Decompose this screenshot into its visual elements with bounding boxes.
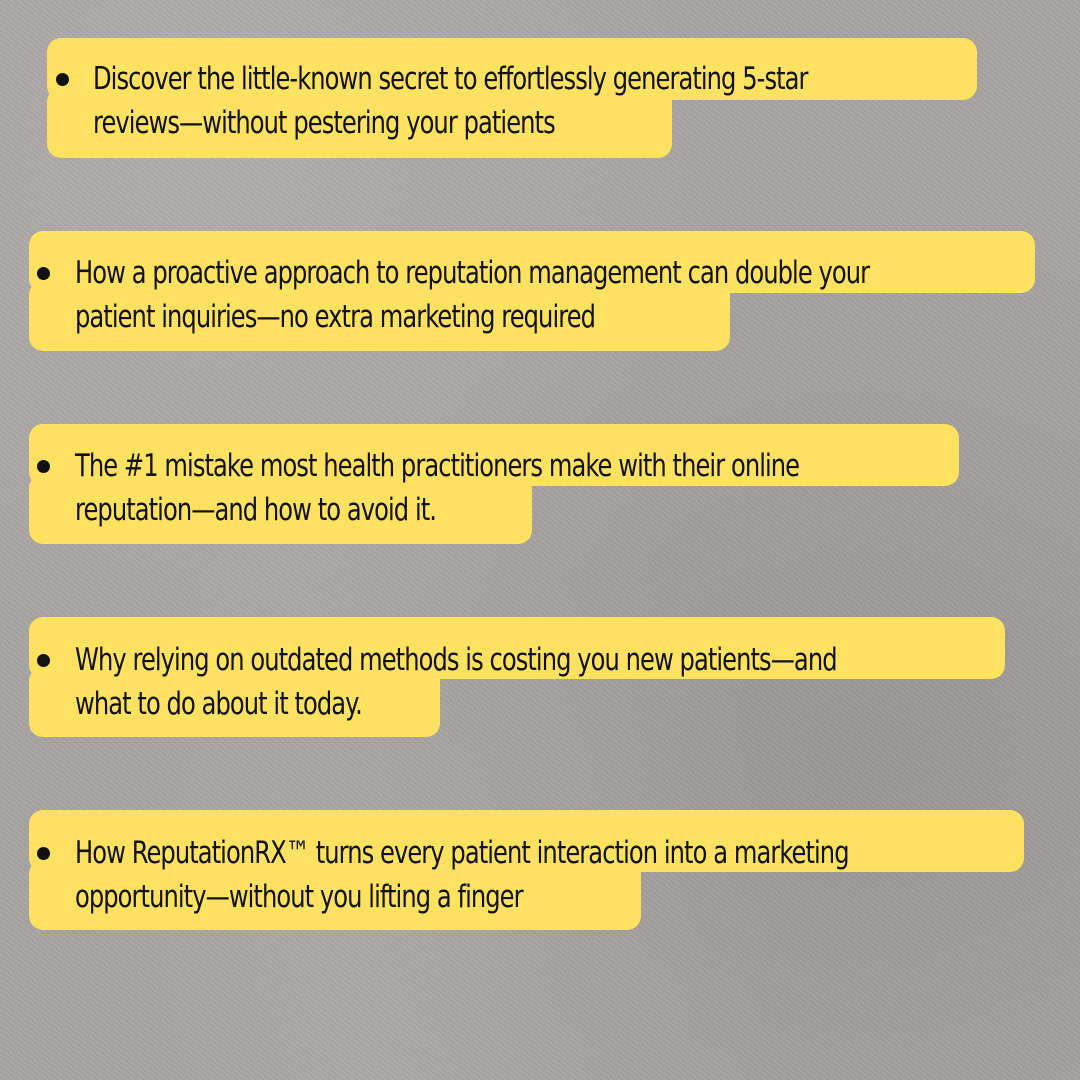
bullet-dot-icon (56, 73, 69, 86)
bullet-text-line-1: Why relying on outdated methods is costing you new patients—and (75, 642, 837, 678)
bullet-text-line-1: How a proactive approach to reputation management can double your (75, 255, 870, 291)
bullet-text-line-2: patient inquiries—no extra marketing required (75, 299, 596, 335)
bullet-dot-icon (37, 847, 50, 860)
bullet-text-line-1: The #1 mistake most health practitioners make with their online (75, 448, 800, 484)
bullet-text-line-2: what to do about it today. (75, 686, 362, 722)
bullet-text-line-1: How ReputationRX™ turns every patient interaction into a marketing (75, 835, 849, 871)
bullet-text-line-2: reputation—and how to avoid it. (75, 492, 437, 528)
bullet-text-line-2: reviews—without pestering your patients (93, 105, 555, 141)
bullet-dot-icon (37, 460, 50, 473)
bullet-text-line-1: Discover the little-known secret to effortlessly generating 5-star (93, 61, 808, 97)
bullet-dot-icon (37, 267, 50, 280)
bullet-text-line-2: opportunity—without you lifting a finger (75, 879, 523, 915)
bullet-dot-icon (37, 654, 50, 667)
